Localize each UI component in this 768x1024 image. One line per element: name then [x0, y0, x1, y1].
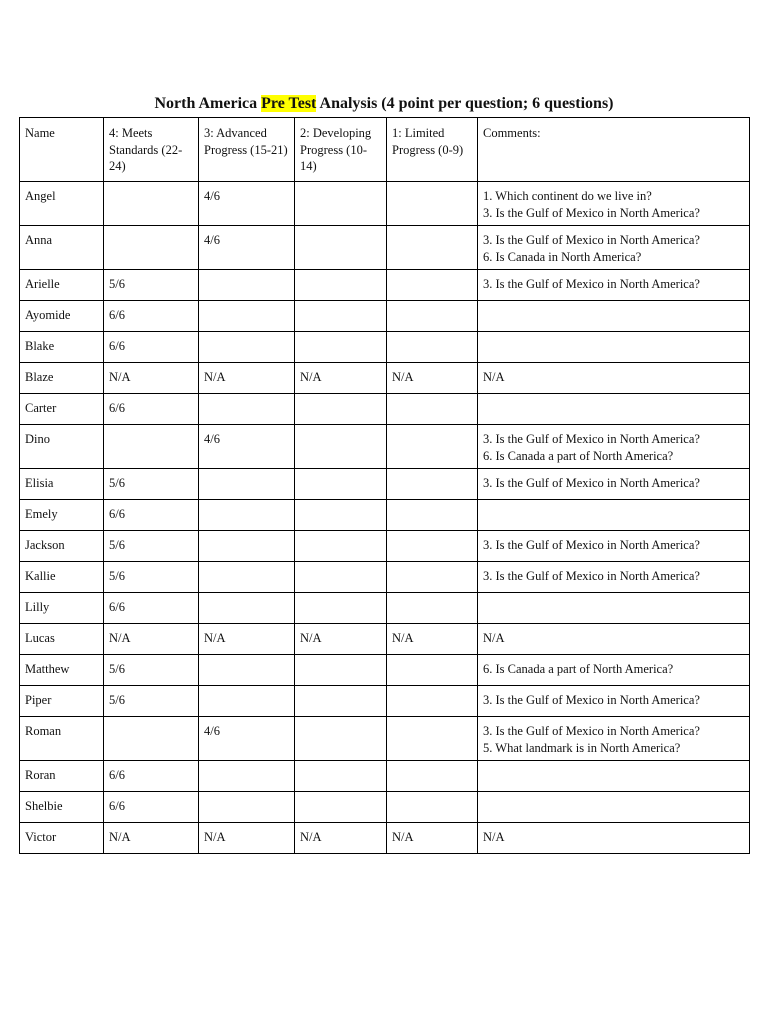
- developing-progress-score: [295, 717, 387, 761]
- student-name: Shelbie: [20, 792, 104, 823]
- table-row: [20, 792, 750, 823]
- comments-cell: [478, 761, 750, 792]
- comments-cell: [478, 425, 750, 469]
- comment-line: 3. Is the Gulf of Mexico in North America?: [483, 569, 700, 583]
- meets-standards-score: [104, 226, 199, 270]
- advanced-progress-score: 4/6: [199, 425, 295, 469]
- limited-progress-score: [387, 469, 478, 500]
- header-meets-standards: 4: Meets Standards (22-24): [104, 118, 199, 182]
- comment-line: 3. Is the Gulf of Mexico in North America?: [483, 538, 700, 552]
- developing-progress-score: [295, 562, 387, 593]
- limited-progress-score: [387, 182, 478, 226]
- table-row: [20, 761, 750, 792]
- limited-progress-score: [387, 500, 478, 531]
- comments-cell: [478, 823, 750, 854]
- developing-progress-score: [295, 531, 387, 562]
- advanced-progress-score: [199, 562, 295, 593]
- student-name: Anna: [20, 226, 104, 270]
- table-body: [20, 182, 750, 854]
- meets-standards-score: 6/6: [104, 593, 199, 624]
- limited-progress-score: N/A: [387, 624, 478, 655]
- advanced-progress-score: [199, 761, 295, 792]
- student-name: Roran: [20, 761, 104, 792]
- header-limited-progress: 1: Limited Progress (0-9): [387, 118, 478, 182]
- advanced-progress-score: [199, 270, 295, 301]
- table-row: [20, 531, 750, 562]
- meets-standards-score: 5/6: [104, 270, 199, 301]
- meets-standards-score: 5/6: [104, 686, 199, 717]
- meets-standards-score: 6/6: [104, 394, 199, 425]
- developing-progress-score: [295, 394, 387, 425]
- comments-cell: [478, 717, 750, 761]
- meets-standards-score: 5/6: [104, 655, 199, 686]
- table-row: [20, 363, 750, 394]
- table-row: [20, 332, 750, 363]
- table-row: [20, 469, 750, 500]
- advanced-progress-score: N/A: [199, 624, 295, 655]
- comments-cell: [478, 655, 750, 686]
- comments-cell: [478, 531, 750, 562]
- comment-line: 6. Is Canada a part of North America?: [483, 662, 674, 676]
- table-row: [20, 624, 750, 655]
- student-name: Kallie: [20, 562, 104, 593]
- advanced-progress-score: [199, 686, 295, 717]
- meets-standards-score: 5/6: [104, 469, 199, 500]
- student-name: Elisia: [20, 469, 104, 500]
- comments-cell: [478, 624, 750, 655]
- limited-progress-score: N/A: [387, 823, 478, 854]
- comment-line: 3. Is the Gulf of Mexico in North America?: [483, 277, 700, 291]
- table-row: [20, 717, 750, 761]
- meets-standards-score: 6/6: [104, 332, 199, 363]
- student-name: Dino: [20, 425, 104, 469]
- advanced-progress-score: 4/6: [199, 226, 295, 270]
- comment-line: 1. Which continent do we live in?: [483, 189, 652, 203]
- advanced-progress-score: [199, 655, 295, 686]
- student-name: Arielle: [20, 270, 104, 301]
- comment-line: 3. Is the Gulf of Mexico in North America?: [483, 233, 700, 247]
- student-name: Victor: [20, 823, 104, 854]
- comments-cell: [478, 394, 750, 425]
- developing-progress-score: [295, 182, 387, 226]
- advanced-progress-score: 4/6: [199, 182, 295, 226]
- advanced-progress-score: [199, 332, 295, 363]
- student-name: Lilly: [20, 593, 104, 624]
- header-row: [20, 118, 750, 182]
- meets-standards-score: [104, 182, 199, 226]
- comment-line: 3. Is the Gulf of Mexico in North America?: [483, 724, 700, 738]
- header-developing-progress: 2: Developing Progress (10-14): [295, 118, 387, 182]
- developing-progress-score: [295, 500, 387, 531]
- header-name: Name: [20, 118, 104, 182]
- comment-line: 5. What landmark is in North America?: [483, 740, 681, 755]
- table-row: [20, 593, 750, 624]
- advanced-progress-score: N/A: [199, 363, 295, 394]
- limited-progress-score: [387, 270, 478, 301]
- comment-line: 3. Is the Gulf of Mexico in North America?: [483, 205, 700, 220]
- advanced-progress-score: N/A: [199, 823, 295, 854]
- limited-progress-score: [387, 226, 478, 270]
- meets-standards-score: [104, 717, 199, 761]
- developing-progress-score: [295, 686, 387, 717]
- title-suffix: Analysis (4 point per question; 6 questions): [316, 95, 614, 112]
- limited-progress-score: [387, 761, 478, 792]
- advanced-progress-score: 4/6: [199, 717, 295, 761]
- limited-progress-score: [387, 686, 478, 717]
- meets-standards-score: N/A: [104, 363, 199, 394]
- comments-cell: [478, 182, 750, 226]
- table-row: [20, 270, 750, 301]
- table-row: [20, 823, 750, 854]
- meets-standards-score: N/A: [104, 624, 199, 655]
- table-row: [20, 655, 750, 686]
- limited-progress-score: [387, 531, 478, 562]
- comments-cell: [478, 792, 750, 823]
- meets-standards-score: 5/6: [104, 531, 199, 562]
- comment-line: 3. Is the Gulf of Mexico in North America?: [483, 476, 700, 490]
- title-prefix: North America: [154, 95, 262, 112]
- meets-standards-score: 5/6: [104, 562, 199, 593]
- developing-progress-score: N/A: [295, 363, 387, 394]
- comments-cell: [478, 363, 750, 394]
- student-name: Emely: [20, 500, 104, 531]
- advanced-progress-score: [199, 394, 295, 425]
- comment-line: 3. Is the Gulf of Mexico in North America?: [483, 432, 700, 446]
- comment-line: 6. Is Canada in North America?: [483, 249, 642, 264]
- developing-progress-score: N/A: [295, 624, 387, 655]
- title-highlight: Pre Test: [261, 95, 317, 112]
- comments-cell: [478, 562, 750, 593]
- comments-cell: [478, 226, 750, 270]
- comments-cell: [478, 270, 750, 301]
- developing-progress-score: N/A: [295, 823, 387, 854]
- header-comments: Comments:: [478, 118, 750, 182]
- meets-standards-score: 6/6: [104, 792, 199, 823]
- limited-progress-score: [387, 562, 478, 593]
- comments-cell: [478, 686, 750, 717]
- student-name: Roman: [20, 717, 104, 761]
- comments-cell: [478, 469, 750, 500]
- advanced-progress-score: [199, 792, 295, 823]
- table-row: [20, 182, 750, 226]
- limited-progress-score: [387, 655, 478, 686]
- student-name: Matthew: [20, 655, 104, 686]
- student-name: Blaze: [20, 363, 104, 394]
- page-title: [0, 93, 768, 115]
- student-name: Piper: [20, 686, 104, 717]
- developing-progress-score: [295, 761, 387, 792]
- developing-progress-score: [295, 332, 387, 363]
- comment-line: N/A: [483, 830, 505, 844]
- advanced-progress-score: [199, 469, 295, 500]
- developing-progress-score: [295, 226, 387, 270]
- table-row: [20, 562, 750, 593]
- developing-progress-score: [295, 593, 387, 624]
- limited-progress-score: [387, 394, 478, 425]
- comments-cell: [478, 593, 750, 624]
- meets-standards-score: N/A: [104, 823, 199, 854]
- student-name: Lucas: [20, 624, 104, 655]
- student-name: Jackson: [20, 531, 104, 562]
- comments-cell: [478, 332, 750, 363]
- comments-cell: [478, 301, 750, 332]
- advanced-progress-score: [199, 593, 295, 624]
- header-advanced-progress: 3: Advanced Progress (15-21): [199, 118, 295, 182]
- limited-progress-score: [387, 593, 478, 624]
- developing-progress-score: [295, 270, 387, 301]
- limited-progress-score: [387, 717, 478, 761]
- table-row: [20, 686, 750, 717]
- advanced-progress-score: [199, 531, 295, 562]
- table-row: [20, 394, 750, 425]
- analysis-table: [19, 117, 750, 854]
- developing-progress-score: [295, 301, 387, 332]
- table-row: [20, 301, 750, 332]
- limited-progress-score: [387, 301, 478, 332]
- comment-line: N/A: [483, 370, 505, 384]
- student-name: Carter: [20, 394, 104, 425]
- limited-progress-score: [387, 425, 478, 469]
- limited-progress-score: [387, 332, 478, 363]
- developing-progress-score: [295, 425, 387, 469]
- developing-progress-score: [295, 655, 387, 686]
- developing-progress-score: [295, 469, 387, 500]
- meets-standards-score: 6/6: [104, 500, 199, 531]
- student-name: Ayomide: [20, 301, 104, 332]
- student-name: Angel: [20, 182, 104, 226]
- comment-line: N/A: [483, 631, 505, 645]
- comment-line: 6. Is Canada a part of North America?: [483, 448, 674, 463]
- meets-standards-score: 6/6: [104, 301, 199, 332]
- limited-progress-score: [387, 792, 478, 823]
- student-name: Blake: [20, 332, 104, 363]
- meets-standards-score: 6/6: [104, 761, 199, 792]
- table-row: [20, 226, 750, 270]
- comment-line: 3. Is the Gulf of Mexico in North America?: [483, 693, 700, 707]
- table-row: [20, 500, 750, 531]
- developing-progress-score: [295, 792, 387, 823]
- meets-standards-score: [104, 425, 199, 469]
- table-row: [20, 425, 750, 469]
- limited-progress-score: N/A: [387, 363, 478, 394]
- comments-cell: [478, 500, 750, 531]
- advanced-progress-score: [199, 500, 295, 531]
- advanced-progress-score: [199, 301, 295, 332]
